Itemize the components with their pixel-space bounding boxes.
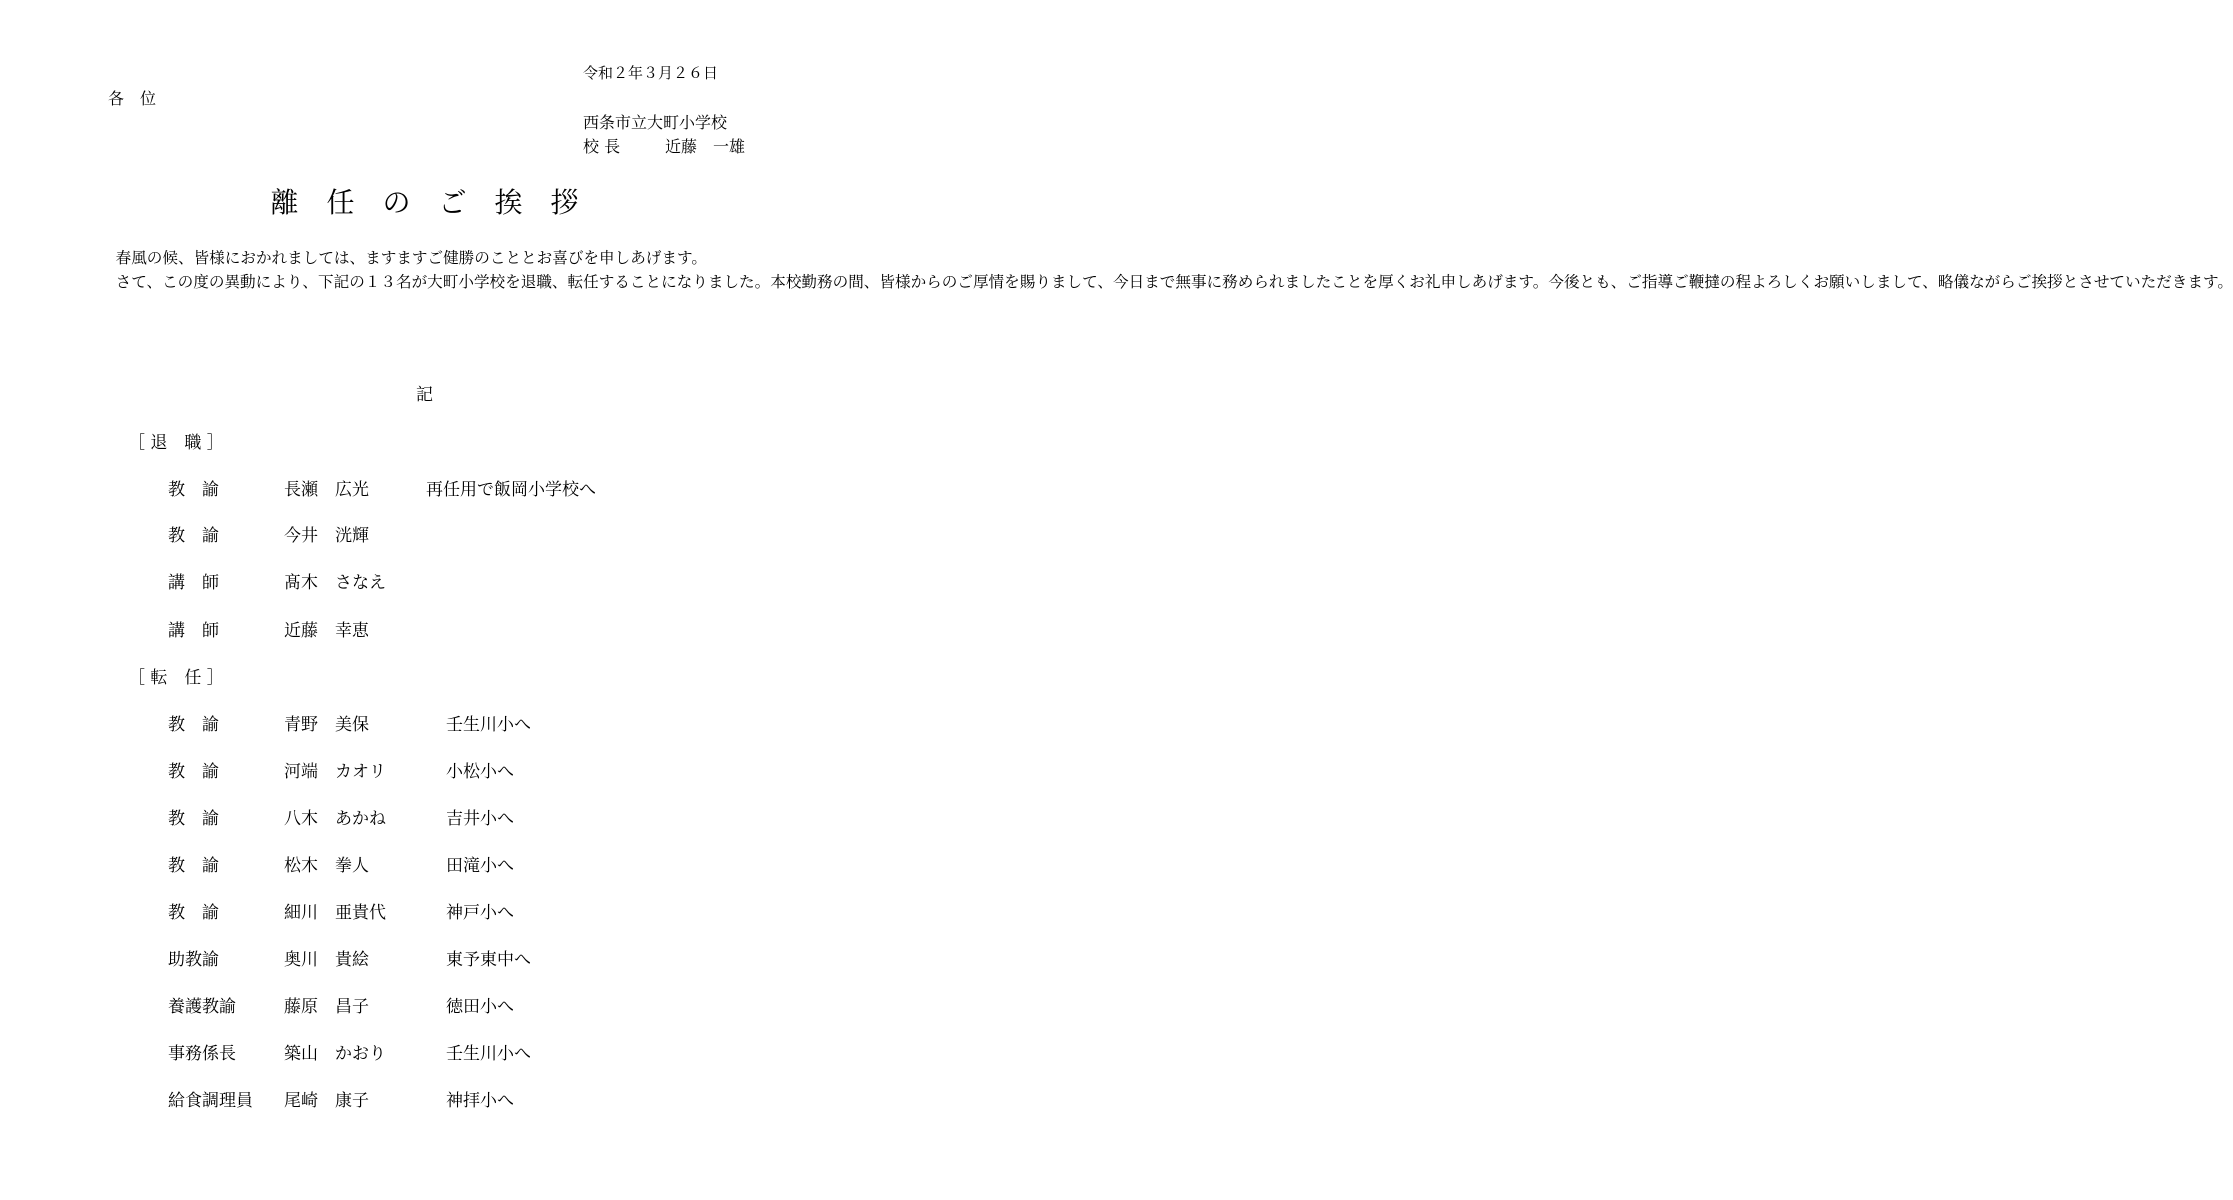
staff-name: 長瀬 広光 [284, 480, 369, 500]
staff-destination: 東予東中へ [446, 950, 531, 970]
staff-destination: 壬生川小へ [446, 1044, 531, 1064]
staff-destination: 壬生川小へ [446, 715, 531, 735]
staff-name: 尾崎 康子 [284, 1091, 369, 1111]
staff-name: 髙木 さなえ [284, 573, 386, 593]
staff-role: 教 諭 [168, 809, 219, 829]
staff-name: 河端 カオリ [284, 762, 386, 782]
staff-role: 教 諭 [168, 762, 219, 782]
list-item [168, 568, 728, 598]
school-name: 西条市立大町小学校 [583, 113, 728, 132]
staff-name: 松木 拳人 [284, 856, 369, 876]
addressee: 各 位 [108, 89, 157, 108]
list-item [168, 1039, 728, 1069]
staff-role: 教 諭 [168, 903, 219, 923]
staff-destination: 神戸小へ [446, 903, 514, 923]
staff-destination: 小松小へ [446, 762, 514, 782]
ki-heading: 記 [416, 385, 433, 405]
staff-role: 講 師 [168, 621, 219, 641]
greeting-paragraph: さて、この度の異動により、下記の１３名が大町小学校を退職、転任することになりました。本校勤務の間、皆様からのご厚情を賜りまして、今日まで無事に務められましたことを厚くお礼申しあげます。今後とも、ご指導ご鞭撻の程よろしくお願いしまして、略儀ながらご挨拶とさせていただきます。 [115, 273, 2233, 291]
list-item [168, 898, 728, 928]
staff-role: 教 諭 [168, 856, 219, 876]
list-item [168, 616, 728, 646]
staff-destination: 吉井小へ [446, 809, 514, 829]
list-item [168, 757, 728, 787]
list-item [168, 475, 728, 505]
staff-destination: 再任用で飯岡小学校へ [426, 480, 596, 500]
page-title: 離 任 の ご 挨 拶 [270, 186, 579, 219]
principal-role: 校 長 [583, 137, 621, 156]
list-item [168, 521, 728, 551]
staff-name: 藤原 昌子 [284, 997, 369, 1017]
staff-destination: 神拝小へ [446, 1091, 514, 1111]
list-item [168, 1086, 728, 1116]
staff-destination: 田滝小へ [446, 856, 514, 876]
staff-name: 細川 亜貴代 [284, 903, 386, 923]
staff-name: 青野 美保 [284, 715, 369, 735]
principal [583, 134, 745, 157]
staff-role: 給食調理員 [168, 1091, 253, 1111]
document-date: 令和２年３月２６日 [583, 64, 719, 82]
list-item [168, 992, 728, 1022]
staff-name: 今井 洸輝 [284, 526, 369, 546]
greeting-body [100, 246, 2233, 294]
staff-name: 築山 かおり [284, 1044, 386, 1064]
staff-role: 養護教諭 [168, 997, 236, 1017]
list-item [168, 851, 728, 881]
principal-name: 近藤 一雄 [665, 137, 746, 156]
staff-role: 教 諭 [168, 715, 219, 735]
transfer-heading: ［ 転 任 ］ [128, 668, 224, 688]
staff-name: 近藤 幸恵 [284, 621, 369, 641]
list-item [168, 710, 728, 740]
staff-name: 八木 あかね [284, 809, 386, 829]
list-item [168, 804, 728, 834]
staff-role: 教 諭 [168, 526, 219, 546]
staff-role: 教 諭 [168, 480, 219, 500]
staff-role: 事務係長 [168, 1044, 236, 1064]
staff-role: 講 師 [168, 573, 219, 593]
staff-role: 助教諭 [168, 950, 219, 970]
greeting-paragraph: 春風の候、皆様におかれましては、ますますご健勝のこととお喜びを申しあげます。 [115, 249, 707, 267]
list-item [168, 945, 728, 975]
staff-destination: 徳田小へ [446, 997, 514, 1017]
staff-name: 奥川 貴絵 [284, 950, 369, 970]
retirement-heading: ［ 退 職 ］ [128, 433, 224, 453]
